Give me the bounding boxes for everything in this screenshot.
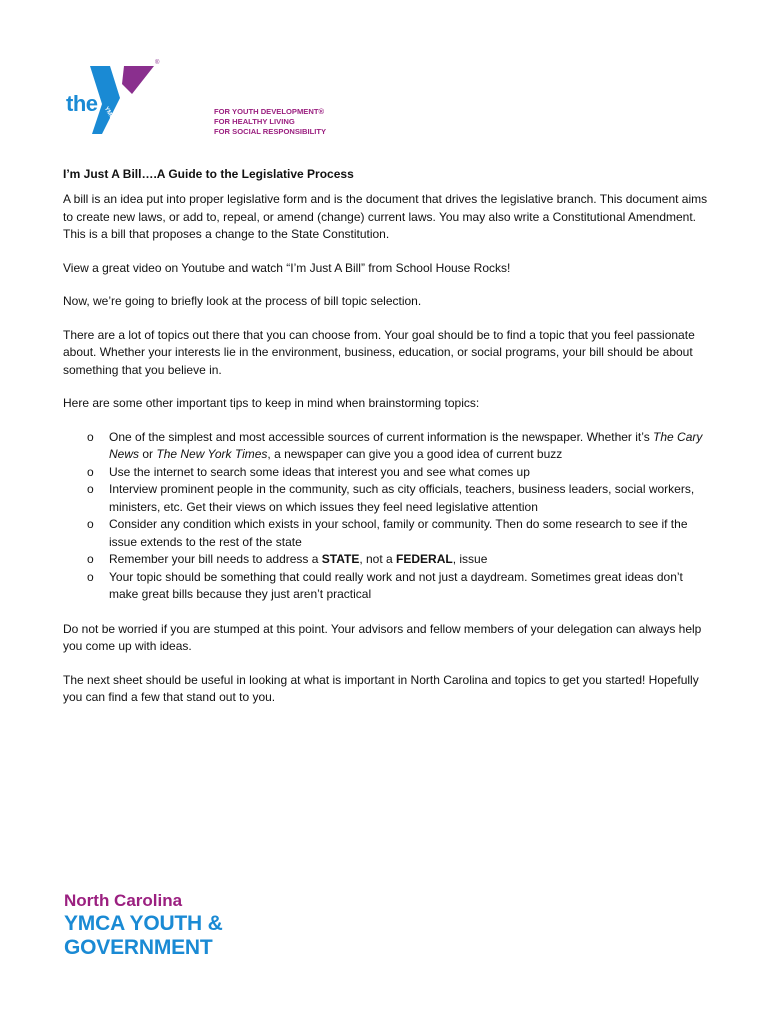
bullet-icon: o bbox=[87, 552, 94, 566]
tagline-health: FOR HEALTHY LIVING bbox=[214, 117, 295, 126]
tip-text: or bbox=[139, 447, 157, 461]
bullet-icon: o bbox=[87, 429, 94, 444]
tip-text: , a newspaper can give you a good idea of current buzz bbox=[267, 447, 563, 461]
ymca-logo bbox=[62, 58, 352, 148]
bullet-icon: o bbox=[87, 517, 94, 531]
document-body bbox=[63, 167, 711, 723]
tip-newspaper-name: The New York Times bbox=[156, 447, 268, 461]
tip-text: Interview prominent people in the community, such as city officials, teachers, business leaders, social workers, ministers, etc. Get their views on which issues they feel need legislative attention bbox=[109, 482, 695, 514]
footer-brand-logo bbox=[64, 890, 223, 960]
tagline-social: FOR SOCIAL RESPONSIBILITY bbox=[214, 127, 327, 136]
bullet-icon: o bbox=[87, 464, 94, 479]
tip-text: Use the internet to search some ideas that interest you and see what comes up bbox=[109, 464, 530, 479]
logo-registered-mark: ® bbox=[155, 60, 160, 66]
footer-brand-state: North Carolina bbox=[64, 891, 183, 910]
bullet-icon: o bbox=[87, 569, 94, 584]
logo-the-text: the bbox=[66, 91, 98, 116]
tip-text: , not a bbox=[359, 552, 397, 566]
list-item bbox=[63, 429, 711, 464]
footer-brand-government: GOVERNMENT bbox=[64, 936, 213, 959]
tip-text: Remember your bill needs to address a bbox=[109, 552, 322, 566]
list-item bbox=[63, 516, 711, 551]
tip-emphasis-state: STATE bbox=[321, 552, 360, 566]
footer-brand-program: YMCA YOUTH & bbox=[64, 912, 223, 935]
logo-taglines bbox=[214, 107, 326, 137]
tips-list bbox=[63, 429, 711, 604]
topics-paragraph: There are a lot of topics out there that you can choose from. Your goal should be to find a topic that you feel passionate about. Whether your interests lie in the environment, business, education, or social programs, your bill should be about something that you believe in. bbox=[63, 327, 695, 377]
process-paragraph: Now, we’re going to briefly look at the process of bill topic selection. bbox=[63, 294, 422, 308]
intro-paragraph: A bill is an idea put into proper legislative form and is the document that drives the legislative branch. This document aims to create new laws, or add to, repeal, or amend (change) current laws. You may also write a Constitutional Amendment. This is a bill that proposes a change to the State Constitution. bbox=[63, 192, 708, 241]
tip-text: , issue bbox=[452, 552, 488, 566]
tip-text: One of the simplest and most accessible sources of current information is the newspaper. Whether it’s bbox=[109, 429, 654, 444]
tip-text: Consider any condition which exists in your school, family or community. Then do some research to see if the issue extends to the rest of the state bbox=[109, 517, 688, 549]
tip-text: Your topic should be something that could really work and not just a daydream. Sometimes great ideas don’t make great bills because they just aren’t practical bbox=[109, 569, 683, 601]
tips-intro-paragraph: Here are some other important tips to keep in mind when brainstorming topics: bbox=[63, 396, 480, 410]
video-paragraph: View a great video on Youtube and watch “I’m Just A Bill” from School House Rocks! bbox=[63, 260, 511, 275]
document-title: I’m Just A Bill….A Guide to the Legislative Process bbox=[63, 167, 354, 181]
worried-paragraph: Do not be worried if you are stumped at this point. Your advisors and fellow members of your delegation can always help you come up with ideas. bbox=[63, 621, 702, 653]
tip-emphasis-federal: FEDERAL bbox=[396, 552, 453, 566]
bullet-icon: o bbox=[87, 482, 94, 496]
list-item bbox=[63, 481, 711, 516]
tagline-youth: FOR YOUTH DEVELOPMENT® bbox=[214, 107, 325, 116]
tip-newspaper-name: The Cary News bbox=[109, 429, 703, 461]
next-sheet-paragraph: The next sheet should be useful in looking at what is important in North Carolina and topics to get you started! Hopefully you can find a few that stand out to you. bbox=[63, 672, 699, 704]
list-item bbox=[63, 569, 711, 604]
logo-ymca-text: YMCA bbox=[102, 106, 117, 125]
list-item bbox=[63, 551, 711, 569]
list-item bbox=[63, 464, 711, 482]
